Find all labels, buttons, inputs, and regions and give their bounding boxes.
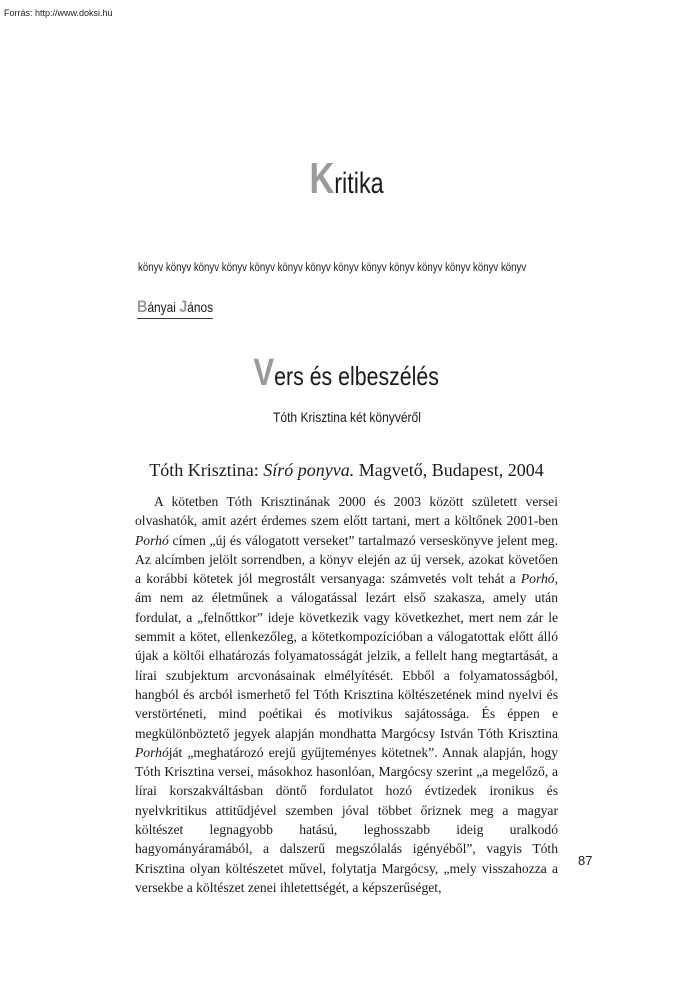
book-title: Síró ponyva.: [263, 460, 355, 480]
section-title-initial: K: [309, 154, 335, 203]
book-author: Tóth Krisztina:: [149, 460, 264, 480]
book-publisher: Magvető, Budapest, 2004: [354, 460, 544, 480]
source-line: Forrás: http://www.doksi.hu: [4, 8, 113, 18]
paragraph-text-1: A kötetben Tóth Krisztinának 2000 és 2003 között született versei olvashatók, amit azért érdemes szem előtt tartani, mert a költőnek 2001-ben: [135, 494, 558, 529]
page-number: 87: [578, 853, 593, 868]
book-heading: [0, 460, 693, 481]
author-initial-second: J: [179, 297, 188, 316]
paragraph-text-4: ját „meghatározó erejű gyűjteményes kötetnek”. Annak alapján, hogy Tóth Krisztina versei, másokhoz hasonlóan, Margócsy szerint „a megelőző, a lírai korszakváltásban döntő fordulatot hozó évtizedek ironikus és nyelvkritikus attitűdjével szemben jóval többet őriznek meg a magyar költészet legnagyobb hatású, leghosszabb ideig uralkodó hagyományáramából, a dalszerű megszólalás igényéből”, vagyis Tóth Krisztina olyan költészetet művel, folytatja Margócsy, „mely visszahozza a versekbe a költészet zenei ihletettségét, a képszerűséget,: [135, 744, 558, 895]
paragraph: [135, 492, 558, 897]
article-title-initial: V: [253, 352, 275, 394]
author-name: [137, 297, 213, 319]
paragraph-italic-1: Porhó: [135, 532, 169, 548]
article-subtitle-text: Tóth Krisztina két könyvéről: [272, 409, 421, 425]
keyword-row: könyv könyv könyv könyv könyv könyv könyv könyv könyv könyv könyv könyv könyv könyv: [138, 262, 527, 274]
article-title: [0, 352, 693, 395]
section-title-rest: ritika: [334, 167, 384, 200]
paragraph-italic-3: Porhó: [135, 744, 169, 760]
paragraph-text-3: ám nem az életműnek a válogatással lezárt első szakasza, amely után fordulat, a „felnőttkor” ideje következik vagy következhet, mert nem zár le semmit a kötet, ellenkezőleg, a kötetkompozícióban a válogatottak előtt álló újak a költői elhatározás folyamatosságát jelzik, a fellelt hang megtartását, a lírai szubjektum arcvonásainak elmélyítését. Ebből a folyamatosságból, hangból és arcból ismerhető fel Tóth Krisztina költészetének mind nyelvi és verstörténeti, mind poétikai és motivikus sajátossága. És éppen e megkülönböztető jegyek alapján mondhatta Margócsy István Tóth Krisztina: [135, 590, 558, 741]
paragraph-italic-2: Porhó,: [520, 571, 558, 587]
author-initial-first: B: [137, 297, 148, 316]
article-subtitle: [0, 409, 693, 427]
author-first-rest: ányai: [147, 299, 180, 315]
author-second-rest: ános: [187, 299, 214, 315]
section-title: [0, 154, 693, 204]
article-title-rest: ers és elbeszélés: [274, 361, 440, 391]
paragraph-text-2: címen „új és válogatott verseket” tartalmazó verseskönyve jelent meg. Az alcímben jelölt sorrendben, a könyv elején az új versek, azokat követően a korábbi kötetek jól megrostált versanyaga: számvetés volt tehát a: [135, 532, 558, 587]
body-text: [135, 492, 558, 897]
